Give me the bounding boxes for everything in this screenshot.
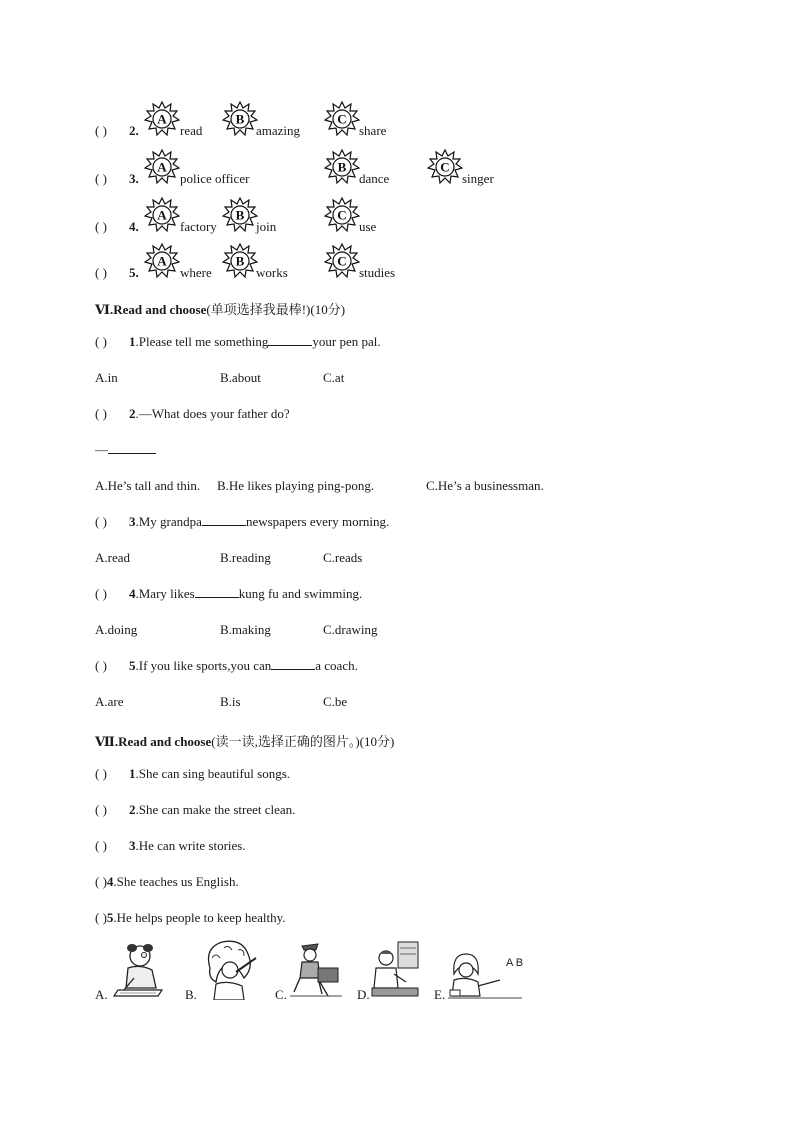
svg-text:B: B: [235, 111, 245, 127]
question-number: 5: [129, 265, 136, 280]
answer-paren[interactable]: ( ): [95, 171, 107, 186]
answer-blank[interactable]: [268, 334, 312, 346]
answer-paren[interactable]: ( ): [95, 874, 107, 889]
phonics-row: ( ) 5.: [95, 265, 139, 280]
question-line: ( )4.She teaches us English.: [95, 874, 239, 889]
option-a-badge-icon[interactable]: [144, 101, 180, 137]
answer-blank[interactable]: [202, 514, 246, 526]
svg-text:C: C: [337, 253, 347, 269]
question-line: ( )5.He helps people to keep healthy.: [95, 910, 286, 925]
answer-paren[interactable]: ( ): [95, 802, 107, 817]
picture-label-d: D.: [357, 987, 370, 1002]
board-letters: A B: [506, 957, 524, 969]
answer-paren[interactable]: ( ): [95, 910, 107, 925]
option-c-badge-icon[interactable]: [324, 243, 360, 279]
option-c[interactable]: C.be: [323, 694, 348, 709]
option-c[interactable]: C.drawing: [323, 622, 378, 637]
option-a-word: read: [180, 123, 203, 138]
option-a-word: police officer: [180, 171, 250, 186]
option-c-badge-icon[interactable]: [324, 101, 360, 137]
answer-paren[interactable]: ( ): [95, 766, 107, 781]
answer-blank[interactable]: [195, 586, 239, 598]
answer-paren[interactable]: ( ): [95, 514, 107, 529]
option-b-badge-icon[interactable]: [222, 243, 258, 279]
option-b-badge-icon[interactable]: [324, 149, 360, 185]
badge-letter: A: [157, 111, 167, 127]
option-a-badge-icon[interactable]: [144, 243, 180, 279]
option-a[interactable]: A.in: [95, 370, 118, 385]
question-number: 2: [129, 123, 136, 138]
answer-paren[interactable]: ( ): [95, 123, 107, 138]
option-a-word: where: [180, 265, 212, 280]
option-b[interactable]: B.is: [220, 694, 241, 709]
option-b[interactable]: B.reading: [220, 550, 271, 565]
option-a[interactable]: A.read: [95, 550, 131, 565]
section-title: Read and choose: [118, 734, 212, 749]
answer-blank[interactable]: [271, 658, 315, 670]
picture-label-a: A.: [95, 987, 108, 1002]
question-line: ( ) 3.He can write stories.: [95, 838, 246, 853]
option-c[interactable]: C.He’s a businessman.: [426, 478, 544, 493]
svg-text:A: A: [157, 207, 167, 223]
picture-label-b: B.: [185, 987, 197, 1002]
question-line: ( ) 2.—What does your father do?: [95, 406, 290, 421]
svg-text:C: C: [440, 159, 450, 175]
question-line: ( ) 1.Please tell me something your pen pal.: [95, 334, 381, 349]
svg-text:B: B: [235, 253, 245, 269]
writer-picture[interactable]: [110, 938, 170, 1002]
phonics-row: ( ) 2.: [95, 123, 139, 138]
section-subtitle: (读一读,选择正确的图片。)(10分): [211, 734, 395, 749]
section-subtitle: (单项选择我最棒!)(10分): [206, 302, 346, 317]
teacher-picture[interactable]: [448, 948, 524, 1004]
svg-text:B: B: [235, 207, 245, 223]
option-c[interactable]: C.reads: [323, 550, 363, 565]
answer-paren[interactable]: ( ): [95, 406, 107, 421]
phonics-row: ( ) 4.: [95, 219, 139, 234]
question-line: ( ) 4.Mary likes kung fu and swimming.: [95, 586, 363, 601]
option-a[interactable]: A.He’s tall and thin.: [95, 478, 201, 493]
option-c[interactable]: C.at: [323, 370, 345, 385]
option-a-word: factory: [180, 219, 217, 234]
option-b[interactable]: B.making: [220, 622, 271, 637]
answer-paren[interactable]: ( ): [95, 334, 107, 349]
svg-text:A: A: [157, 253, 167, 269]
option-b-badge-icon[interactable]: [222, 101, 258, 137]
singer-picture[interactable]: [198, 938, 260, 1004]
option-c-word: singer: [462, 171, 494, 186]
picture-label-e: E.: [434, 987, 446, 1002]
doctor-picture[interactable]: [370, 938, 422, 1004]
answer-paren[interactable]: ( ): [95, 265, 107, 280]
option-a-badge-icon[interactable]: [144, 149, 180, 185]
answer-paren[interactable]: ( ): [95, 838, 107, 853]
section-title: Read and choose: [113, 302, 207, 317]
option-c-badge-icon[interactable]: [324, 197, 360, 233]
section-heading: Ⅵ.Read and choose(单项选择我最棒!)(10分): [95, 302, 346, 317]
option-b-word: join: [256, 219, 277, 234]
answer-paren[interactable]: ( ): [95, 658, 107, 673]
option-b-badge-icon[interactable]: [222, 197, 258, 233]
question-line: ( ) 1.She can sing beautiful songs.: [95, 766, 291, 781]
answer-paren[interactable]: ( ): [95, 219, 107, 234]
picture-label-c: C.: [275, 987, 287, 1002]
question-number: 3: [129, 171, 136, 186]
option-a-badge-icon[interactable]: [144, 197, 180, 233]
option-a[interactable]: A.are: [95, 694, 124, 709]
answer-line: —: [95, 442, 156, 458]
question-line: ( ) 5.If you like sports,you can a coach.: [95, 658, 358, 673]
option-b[interactable]: B.about: [220, 370, 261, 385]
section-heading: Ⅶ.Read and choose(读一读,选择正确的图片。)(10分): [95, 734, 395, 749]
svg-text:A: A: [157, 159, 167, 175]
phonics-row: ( ) 3.: [95, 171, 139, 186]
svg-text:C: C: [337, 111, 347, 127]
option-b-word: amazing: [256, 123, 301, 138]
svg-text:C: C: [337, 207, 347, 223]
option-c-word: studies: [359, 265, 396, 280]
option-b[interactable]: B.He likes playing ping-pong.: [217, 478, 375, 493]
question-number: 4: [129, 219, 136, 234]
option-c-word: share: [359, 123, 387, 138]
option-a[interactable]: A.doing: [95, 622, 138, 637]
svg-text:B: B: [337, 159, 347, 175]
option-b-word: works: [256, 265, 288, 280]
option-b-word: dance: [359, 171, 390, 186]
answer-blank[interactable]: [108, 442, 156, 454]
question-line: ( ) 2.She can make the street clean.: [95, 802, 296, 817]
answer-paren[interactable]: ( ): [95, 586, 107, 601]
question-line: ( ) 3.My grandpa newspapers every morning.: [95, 514, 390, 529]
option-c-badge-icon[interactable]: [427, 149, 463, 185]
option-c-word: use: [359, 219, 377, 234]
cleaner-picture[interactable]: [288, 938, 344, 1004]
